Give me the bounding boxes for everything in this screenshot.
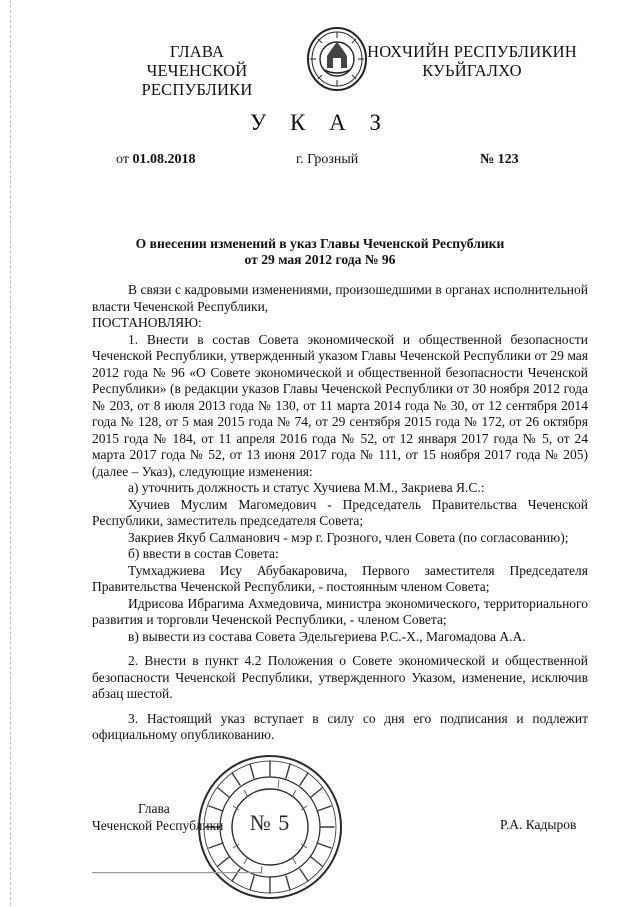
- footer-service-mark: [92, 871, 262, 876]
- document-date: [116, 152, 195, 168]
- header-left-line1: ГЛАВА: [169, 42, 225, 61]
- paragraph-khuchiev: Хучиев Муслим Магомедович - Председатель Правительства Чеченской Республики, заместитель председателя Совета;: [92, 496, 588, 528]
- document-body: [92, 282, 588, 744]
- header-left-line2: ЧЕЧЕНСКОЙ РЕСПУБЛИКИ: [141, 61, 253, 99]
- signature-title-line2: Чеченской Республики: [92, 817, 224, 833]
- header-right: [362, 42, 582, 80]
- header-right-line2: КУЬЙГАЛХО: [422, 61, 522, 80]
- date-prefix: от: [116, 152, 133, 167]
- paragraph-zakriev: Закриев Якуб Салманович - мэр г. Грозного, член Совета (по согласованию);: [128, 529, 569, 545]
- header-left: [92, 42, 302, 99]
- seal-number: № 5: [249, 810, 291, 835]
- title-line1: О внесении изменений в указ Главы Чеченской Республики: [135, 236, 505, 251]
- signature-left: [92, 801, 223, 834]
- signatory-name: Р.А. Кадыров: [500, 817, 577, 832]
- paragraph-item-2: 2. Внести в пункт 4.2 Положения о Совете экономической и общественной безопасности Чеченской Республики, утвержденного Указом, изменение, исключив абзац шестой.: [92, 653, 588, 701]
- document-title: [0, 236, 640, 268]
- paragraph-decree-word: ПОСТАНОВЛЯЮ:: [92, 315, 202, 330]
- title-line2: от 29 мая 2012 года № 96: [244, 252, 396, 267]
- paragraph-item-1c: в) вывести из состава Совета Эдельгериева Р.С.-Х., Магомадова А.А.: [128, 628, 526, 644]
- header-right-line1: НОХЧИЙН РЕСПУБЛИКИН: [367, 42, 577, 61]
- paragraph-item-3: 3. Настоящий указ вступает в силу со дня его подписания и подлежит официальному опубликованию.: [92, 710, 588, 742]
- date-value: 01.08.2018: [132, 152, 196, 167]
- paragraph-idrisov: Идрисова Ибрагима Ахмедовича, министра экономического, территориального развития и торговли Чеченской Республики, - членом Совета;: [92, 595, 588, 627]
- coat-of-arms-emblem: [306, 26, 368, 92]
- paragraph-item-1b: б) ввести в состав Совета:: [128, 546, 279, 561]
- document-number: № 123: [480, 152, 519, 167]
- paragraph-tumkhadzhiev: Тумхаджиева Ису Абубакаровича, Первого заместителя Председателя Правительства Чеченской Республики, - постоянным членом Совета;: [92, 562, 588, 594]
- document-type-heading: У К А З: [249, 110, 390, 135]
- paragraph-item-1: 1. Внести в состав Совета экономической и общественной безопасности Чеченской Республики, утвержденный указом Главы Чеченской Республики от 29 мая 2012 года № 96 «О Совете экономической и общественной безопасности Чеченской Республики» (в редакции указов Главы Чеченской Республики от 30 ноября 2012 года № 203, от 8 июля 2013 года № 130, от 11 марта 2014 года № 30, от 12 сентября 2014 года № 128, от 5 мая 2015 года № 74, от 29 сентября 2015 года № 172, от 26 октября 2015 года № 184, от 11 апреля 2016 года № 52, от 12 января 2017 года № 5, от 24 марта 2017 года № 52, от 13 июня 2017 года № 111, от 15 ноября 2017 года № 205) (далее – Указ), следующие изменения:: [92, 331, 588, 479]
- signature-title-line1: Глава: [138, 801, 170, 816]
- paragraph-item-1a: а) уточнить должность и статус Хучиева М.М., Закриева Я.С.:: [128, 480, 485, 495]
- document-city: г. Грозный: [296, 152, 359, 167]
- paragraph-preamble: В связи с кадровыми изменениями, произошедшими в органах исполнительной власти Чеченской Республики,: [92, 282, 588, 314]
